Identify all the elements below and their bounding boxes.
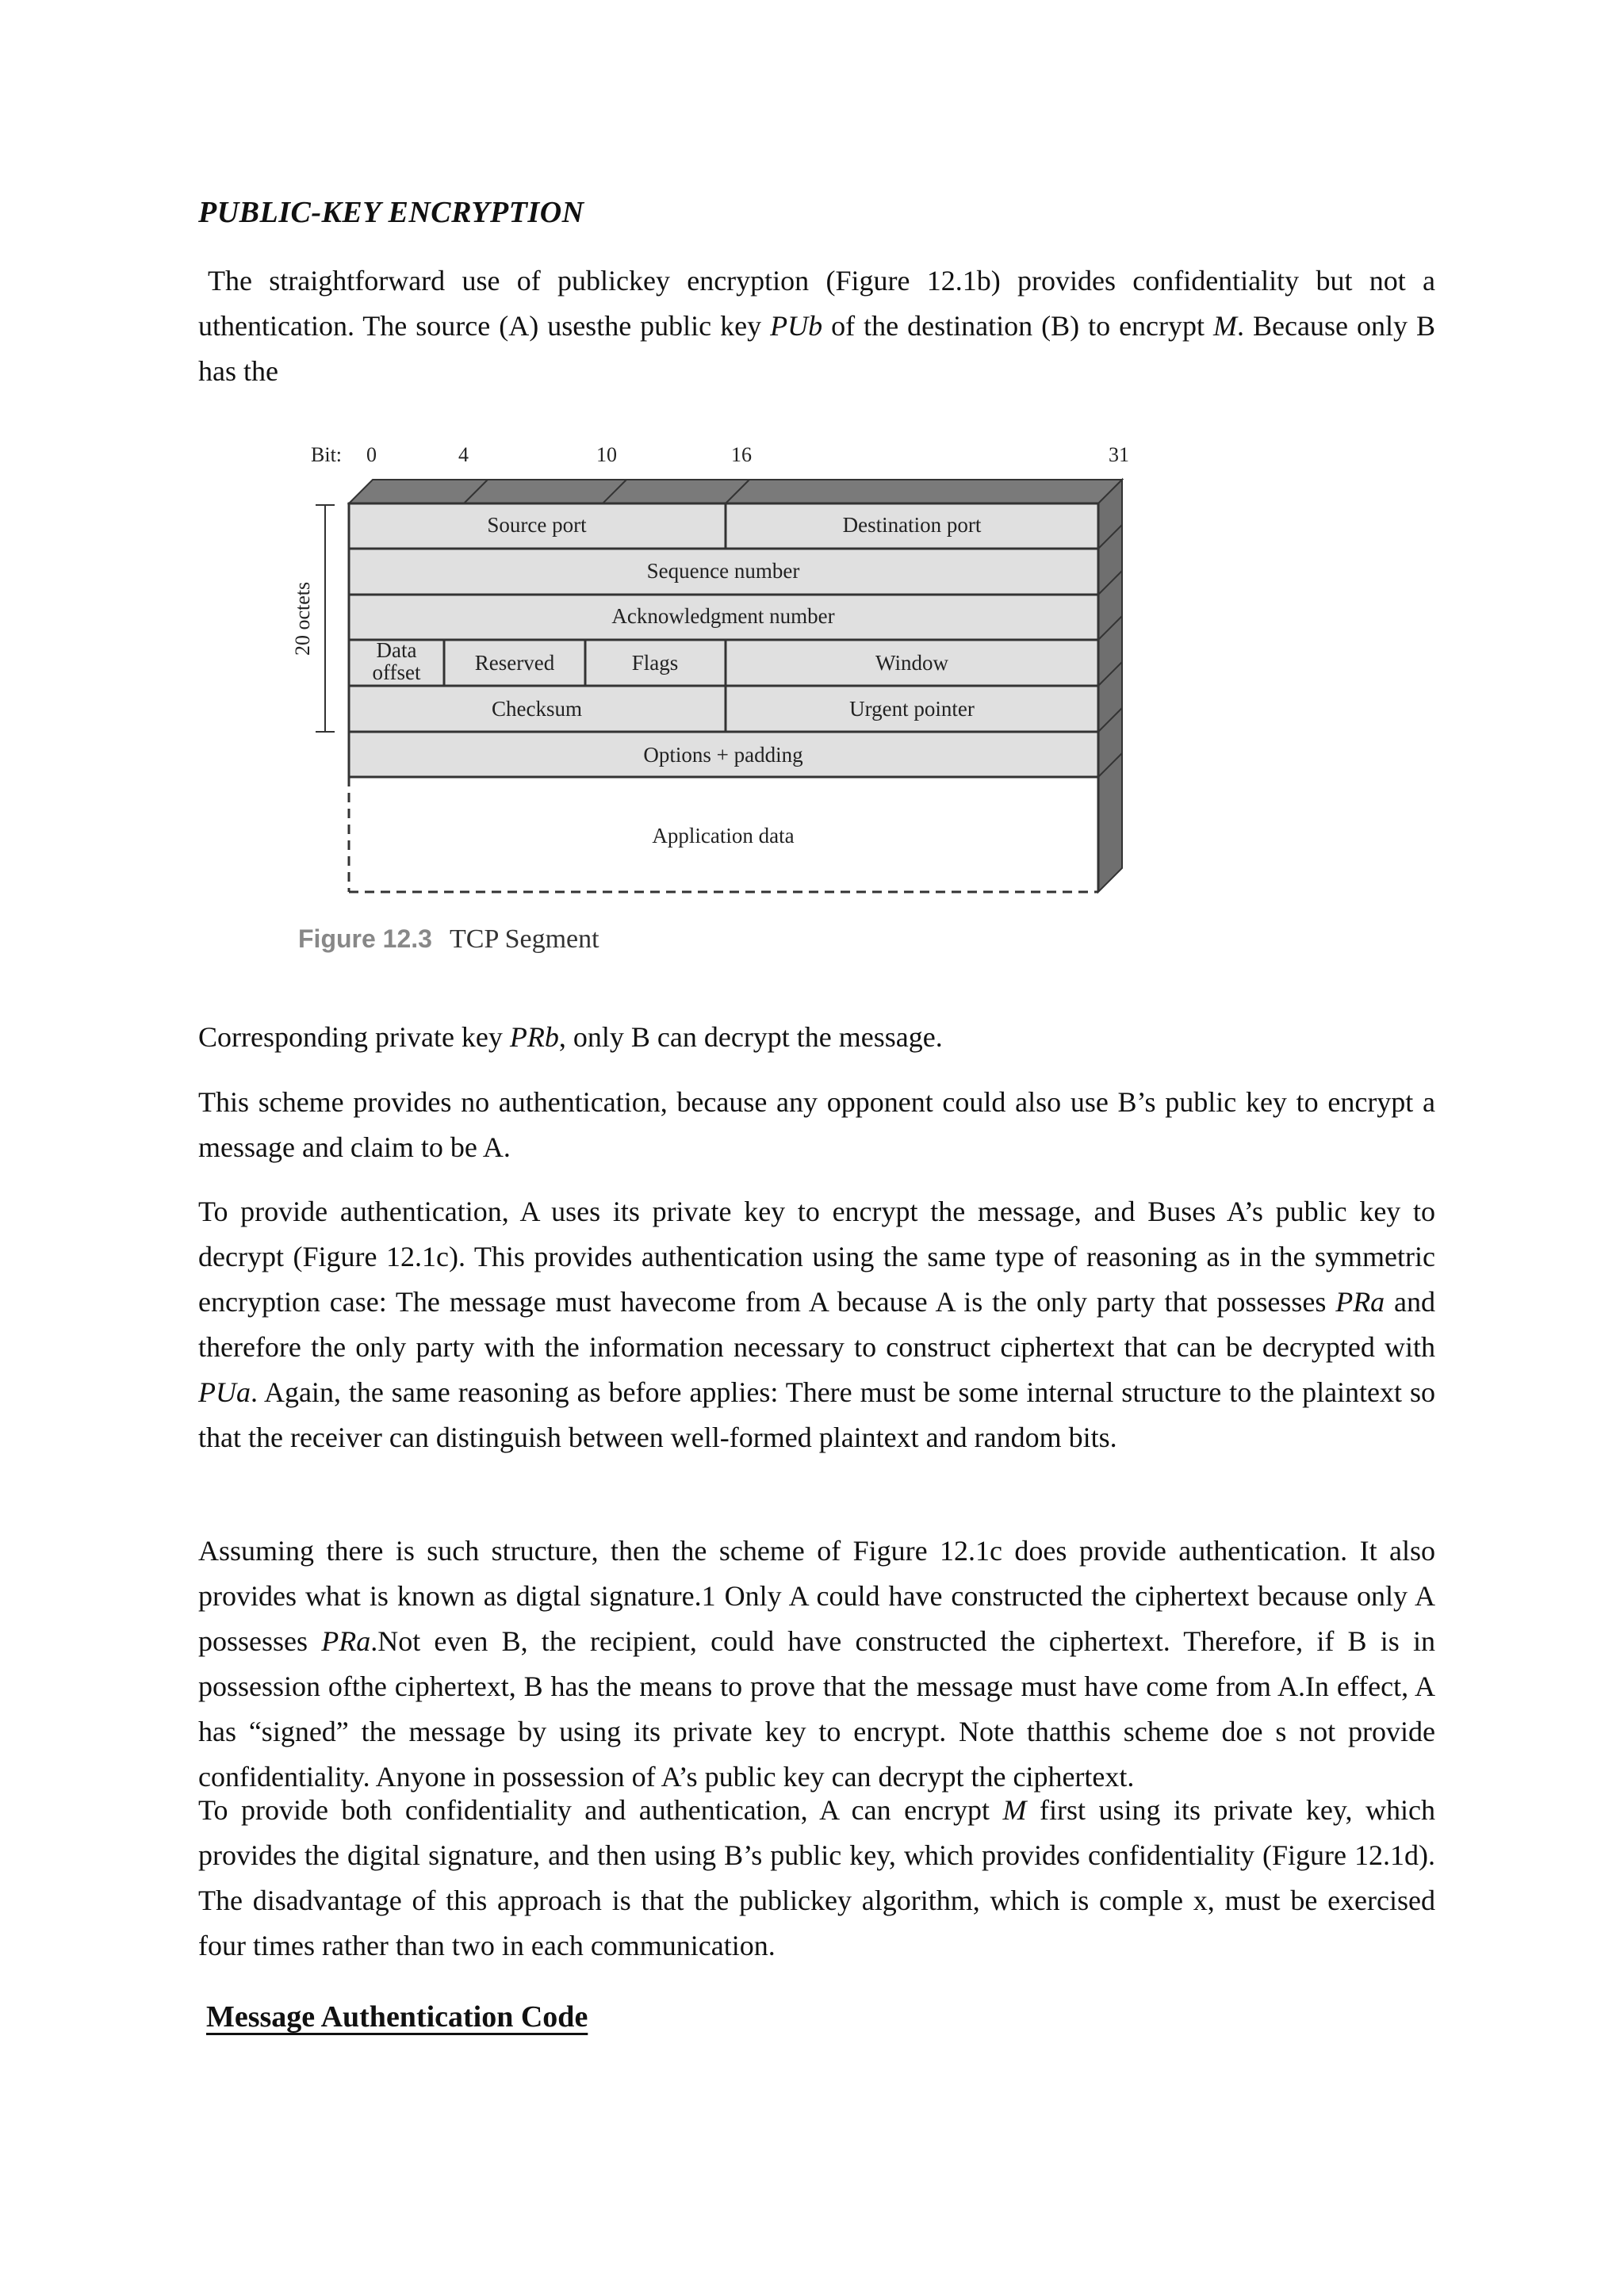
key-term: PRb	[509, 1021, 559, 1053]
row-flags	[349, 640, 1098, 686]
bit-label-10: 10	[596, 443, 617, 466]
key-term: M	[1213, 310, 1238, 342]
field-destination-port: Destination port	[842, 513, 982, 537]
paragraph-text: Assuming there is such structure, then the scheme of Figure 12.1c does provide authentication. It also provides what is known as digtal signature.1 Only A could have constructed the ciphertext because only A possesses	[198, 1535, 1435, 1657]
key-term: PRa	[1335, 1286, 1385, 1318]
paragraph-text: To provide authentication, A uses its private key to encrypt the message, and Buses A’s public key to decrypt (Figure 12.1c). This provides authentication using the same type of reasoning as in the symmetric encryption case: The message must havecome from A because A is the only party that possesses	[198, 1196, 1435, 1318]
field-checksum: Checksum	[492, 697, 582, 721]
key-term: PUb	[770, 310, 823, 342]
paragraph-text: . Again, the same reasoning as before applies: There must be some internal structure to the plaintext so that the receiver can distinguish between well-formed plaintext and random bits.	[198, 1376, 1435, 1453]
right-face	[1098, 480, 1122, 892]
tcp-segment-diagram	[285, 440, 1158, 979]
field-application-data: Application data	[652, 824, 795, 848]
field-window: Window	[875, 651, 948, 675]
bit-label-4: 4	[458, 443, 469, 466]
paragraph-text: , only B can decrypt the message.	[558, 1021, 943, 1053]
paragraph-text: .Not even B, the recipient, could have constructed the ciphertext. Therefore, if B is in possession ofthe ciphertext, B has the means to prove that the message must have come from A.In effect, A has “signed” the message by using its private key to encrypt. Note thatthis scheme doe s not provide confidentiality. Anyone in possession of A’s public key can decrypt the ciphertext.	[198, 1625, 1435, 1793]
field-flags: Flags	[631, 651, 679, 675]
key-term: PUa	[198, 1376, 251, 1408]
figure-caption-title: TCP Segment	[450, 924, 599, 954]
key-term: M	[1002, 1794, 1027, 1826]
paragraph-text: of the destination (B) to encrypt	[822, 310, 1214, 342]
field-ack-number: Acknowledgment number	[611, 604, 835, 628]
subsection-heading: Message Authentication Code	[206, 2000, 588, 2034]
octets-label: 20 octets	[291, 581, 314, 656]
paragraph-text: . Because only B has the	[198, 310, 1435, 387]
field-urgent-pointer: Urgent pointer	[849, 697, 975, 721]
paragraph-text: To provide both confidentiality and authentication, A can encrypt	[198, 1794, 1003, 1826]
confidentiality-paragraph	[198, 1788, 1435, 1969]
figure-caption-number: Figure 12.3	[298, 924, 432, 953]
field-sequence-number: Sequence number	[646, 559, 800, 583]
paragraph-text: Corresponding private key	[198, 1021, 510, 1053]
private-key-paragraph	[198, 1015, 1435, 1060]
key-term: PRa	[321, 1625, 371, 1657]
field-data-offset: offset	[372, 660, 421, 684]
row-checksum	[349, 686, 1098, 732]
field-data-offset: Data	[376, 638, 417, 662]
field-reserved: Reserved	[474, 651, 555, 675]
digital-signature-paragraph	[198, 1529, 1435, 1800]
bit-label-0: 0	[366, 443, 377, 466]
top-face	[349, 480, 1122, 503]
bit-label-31: 31	[1109, 443, 1129, 466]
section-heading: PUBLIC-KEY ENCRYPTION	[198, 196, 584, 229]
paragraph-text: first using its private key, which provides the digital signature, and then using B’s public key, which provides confidentiality (Figure 12.1d). The disadvantage of this approach is that the publickey algorithm, which is comple x, must be exercised four times rather than two in each communication.	[198, 1794, 1435, 1961]
paragraph-text: The straightforward use of publickey encryption (Figure 12.1b) provides confidentiality but not a uthentication. The source (A) usesthe public key	[198, 265, 1435, 342]
paragraph-text: and therefore the only party with the information necessary to construct ciphertext that can be decrypted with	[198, 1286, 1435, 1363]
row-ports	[349, 503, 1098, 549]
tcp-segment-figure	[285, 440, 1158, 979]
no-authentication-paragraph: This scheme provides no authentication, because any opponent could also use B’s public key to encrypt a message and claim to be A.	[198, 1086, 1435, 1163]
intro-paragraph	[198, 258, 1435, 394]
bit-axis-label: Bit:	[311, 443, 343, 466]
field-options-padding: Options + padding	[643, 743, 803, 767]
bit-label-16: 16	[731, 443, 752, 466]
authentication-paragraph	[198, 1189, 1435, 1460]
field-source-port: Source port	[487, 513, 587, 537]
